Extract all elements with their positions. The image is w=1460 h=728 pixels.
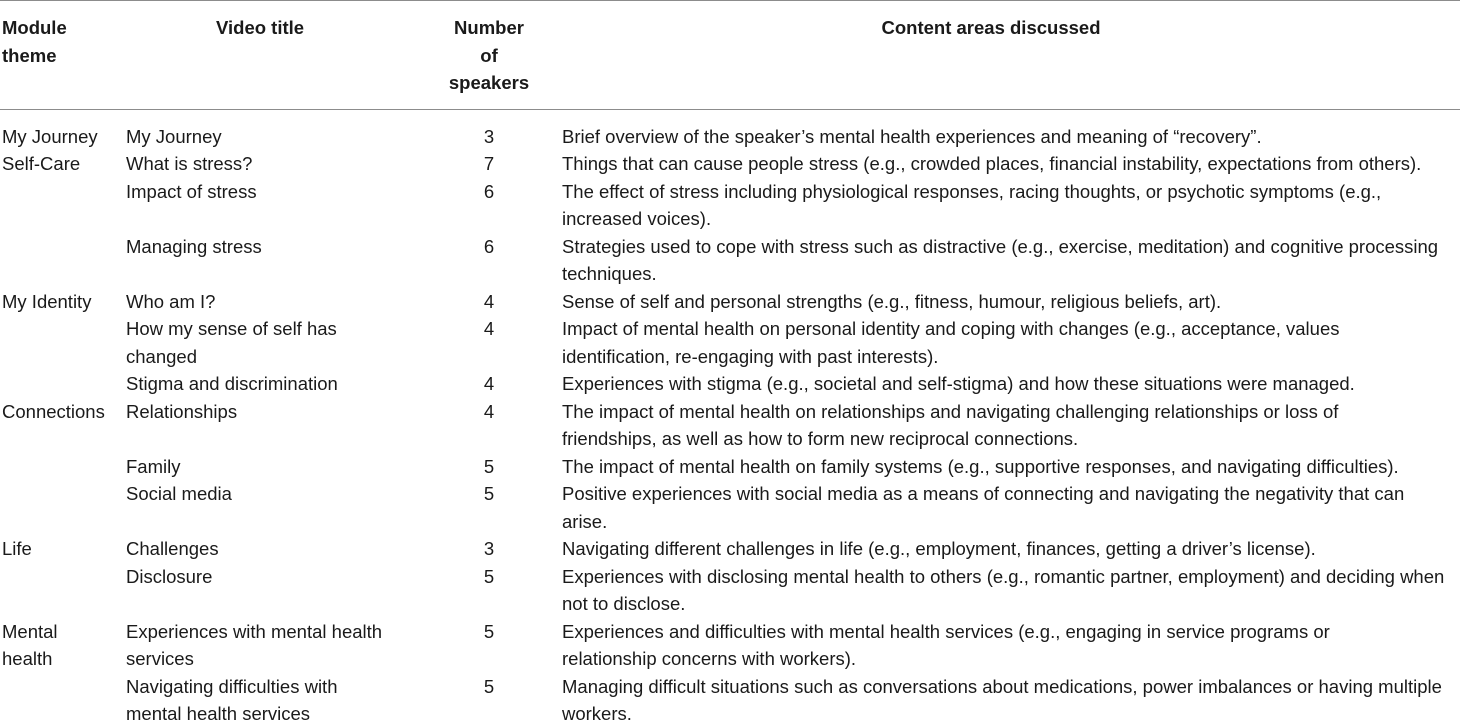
cell-number-of-speakers: 6 bbox=[483, 235, 495, 257]
table-body bbox=[0, 109, 1460, 728]
table-row bbox=[0, 535, 1460, 563]
cell-number-of-speakers: 7 bbox=[483, 153, 495, 174]
cell-number-of-speakers: 5 bbox=[483, 565, 495, 587]
cell-module-theme bbox=[0, 563, 126, 618]
cell-content-areas: Managing difficult situations such as conversations about medications, power imbalances or having multiple workers. bbox=[562, 675, 1442, 724]
cell-number-of-speakers: 3 bbox=[483, 538, 495, 559]
cell-content-areas: Strategies used to cope with stress such as distractive (e.g., exercise, meditation) and cognitive processing techniques. bbox=[562, 235, 1439, 284]
cell-video-title: Experiences with mental health services bbox=[126, 620, 383, 669]
table-row bbox=[0, 150, 1460, 178]
table-header bbox=[0, 1, 1460, 110]
table-row bbox=[0, 563, 1460, 618]
cell-content-areas: Sense of self and personal strengths (e.g., fitness, humour, religious beliefs, art). bbox=[562, 290, 1222, 312]
cell-module-theme: Connections bbox=[2, 400, 105, 422]
table-row bbox=[0, 398, 1460, 453]
cell-video-title: My Journey bbox=[126, 125, 222, 147]
table-row bbox=[0, 315, 1460, 370]
cell-number-of-speakers: 4 bbox=[483, 318, 495, 339]
cell-video-title: Navigating difficulties with mental health services bbox=[126, 675, 338, 724]
cell-content-areas: The impact of mental health on family systems (e.g., supportive responses, and navigating difficulties). bbox=[562, 455, 1399, 477]
table-row bbox=[0, 370, 1460, 398]
cell-video-title: Social media bbox=[126, 483, 232, 504]
table-row bbox=[0, 673, 1460, 728]
header-content-areas: Content areas discussed bbox=[562, 1, 1460, 110]
cell-number-of-speakers: 4 bbox=[483, 290, 495, 312]
cell-content-areas: Experiences with stigma (e.g., societal and self-stigma) and how these situations were managed. bbox=[562, 373, 1355, 394]
cell-number-of-speakers: 4 bbox=[483, 400, 495, 422]
cell-content-areas: Brief overview of the speaker’s mental health experiences and meaning of “recovery”. bbox=[562, 125, 1262, 147]
cell-video-title: Disclosure bbox=[126, 565, 213, 587]
cell-content-areas: Experiences and difficulties with mental health services (e.g., engaging in service programs or relationship concerns with workers). bbox=[562, 620, 1330, 669]
cell-module-theme bbox=[0, 178, 126, 233]
cell-module-theme: Self-Care bbox=[2, 153, 81, 174]
header-video-title: Video title bbox=[126, 1, 416, 110]
cell-module-theme: Mental health bbox=[2, 620, 58, 669]
cell-video-title: Challenges bbox=[126, 538, 219, 559]
cell-video-title: Stigma and discrimination bbox=[126, 373, 338, 394]
cell-module-theme bbox=[0, 370, 126, 398]
cell-number-of-speakers: 5 bbox=[483, 455, 495, 477]
cell-video-title: What is stress? bbox=[126, 153, 253, 174]
cell-content-areas: Experiences with disclosing mental health to others (e.g., romantic partner, employment) and deciding when not to disclose. bbox=[562, 565, 1445, 614]
cell-video-title: Relationships bbox=[126, 400, 238, 422]
table-row bbox=[0, 109, 1460, 150]
cell-module-theme bbox=[0, 480, 126, 535]
table-row bbox=[0, 288, 1460, 316]
cell-module-theme bbox=[0, 315, 126, 370]
cell-module-theme bbox=[0, 673, 126, 728]
cell-module-theme bbox=[0, 233, 126, 288]
cell-number-of-speakers: 5 bbox=[483, 675, 495, 697]
cell-number-of-speakers: 4 bbox=[483, 373, 495, 394]
cell-video-title: Impact of stress bbox=[126, 180, 257, 202]
cell-video-title: Who am I? bbox=[126, 290, 216, 312]
cell-number-of-speakers: 5 bbox=[483, 620, 495, 642]
table-row bbox=[0, 618, 1460, 673]
header-number-of-speakers: Number of speakers bbox=[416, 1, 562, 110]
cell-content-areas: Things that can cause people stress (e.g., crowded places, financial instability, expectations from others). bbox=[562, 153, 1422, 174]
table-row bbox=[0, 178, 1460, 233]
cell-content-areas: The effect of stress including physiological responses, racing thoughts, or psychotic symptoms (e.g., increased voices). bbox=[562, 180, 1382, 229]
cell-module-theme: My Identity bbox=[2, 290, 92, 312]
cell-content-areas: Impact of mental health on personal identity and coping with changes (e.g., acceptance, values identification, re-engaging with past interests). bbox=[562, 318, 1340, 367]
cell-number-of-speakers: 3 bbox=[483, 125, 495, 147]
header-row bbox=[0, 1, 1460, 110]
table-row bbox=[0, 480, 1460, 535]
cell-content-areas: The impact of mental health on relationships and navigating challenging relationships or loss of friendships, as well as how to form new reciprocal connections. bbox=[562, 400, 1339, 449]
cell-number-of-speakers: 6 bbox=[483, 180, 495, 202]
header-module-theme: Module theme bbox=[0, 1, 126, 110]
cell-video-title: How my sense of self has changed bbox=[126, 318, 337, 367]
cell-video-title: Managing stress bbox=[126, 235, 262, 257]
cell-video-title: Family bbox=[126, 455, 181, 477]
table-row bbox=[0, 233, 1460, 288]
cell-module-theme: My Journey bbox=[2, 125, 98, 147]
cell-content-areas: Positive experiences with social media as a means of connecting and navigating the negativity that can arise. bbox=[562, 483, 1405, 532]
cell-module-theme: Life bbox=[2, 538, 32, 559]
cell-module-theme bbox=[0, 453, 126, 481]
table-row bbox=[0, 453, 1460, 481]
cell-number-of-speakers: 5 bbox=[483, 483, 495, 504]
cell-content-areas: Navigating different challenges in life (e.g., employment, finances, getting a driver’s license). bbox=[562, 538, 1316, 559]
